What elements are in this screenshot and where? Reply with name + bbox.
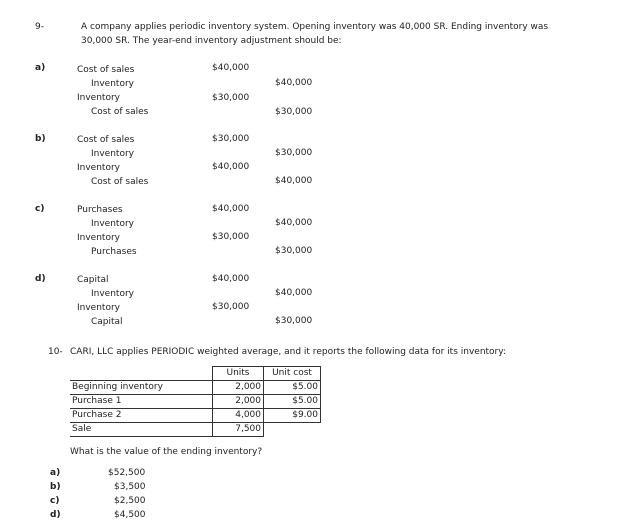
answer-letter: b): [50, 482, 61, 492]
question-9-text-line-2: 30,000 SR. The year-end inventory adjustment should be:: [81, 36, 342, 46]
entry-account: Inventory: [91, 289, 134, 299]
entry-account: Purchases: [77, 205, 123, 215]
question-10-text: CARI, LLC applies PERIODIC weighted average, and it reports the following data for its inventory:: [70, 347, 506, 357]
row-units: 4,000: [213, 409, 264, 423]
row-unit-cost: $9.00: [264, 409, 321, 423]
row-label: Sale: [70, 423, 213, 437]
entry-account: Inventory: [91, 219, 134, 229]
entry-account: Inventory: [77, 163, 120, 173]
question-9-number: 9-: [35, 22, 44, 32]
question-10-number: 10-: [48, 347, 63, 357]
table-row: [70, 423, 321, 437]
entry-account: Inventory: [77, 303, 120, 313]
table-header-row: [70, 367, 321, 381]
answer-value: $4,500: [114, 510, 146, 520]
entry-account: Inventory: [91, 79, 134, 89]
entry-credit: $30,000: [275, 246, 313, 256]
row-units: 7,500: [213, 423, 264, 437]
entry-debit: $30,000: [212, 232, 250, 242]
entry-account: Capital: [77, 275, 109, 285]
option-letter: d): [35, 274, 46, 284]
entry-account: Inventory: [77, 93, 120, 103]
answer-letter: d): [50, 510, 61, 520]
table-row: [70, 395, 321, 409]
entry-credit: $40,000: [275, 176, 313, 186]
option-letter: c): [35, 204, 45, 214]
entry-account: Cost of sales: [77, 65, 135, 75]
entry-account: Cost of sales: [77, 135, 135, 145]
answer-value: $2,500: [114, 496, 146, 506]
table-row: [70, 409, 321, 423]
table-header-empty: [70, 367, 213, 381]
entry-credit: $40,000: [275, 288, 313, 298]
option-letter: b): [35, 134, 46, 144]
option-letter: a): [35, 63, 46, 73]
inventory-data-table: [70, 366, 321, 437]
entry-credit: $30,000: [275, 107, 313, 117]
entry-account: Cost of sales: [91, 177, 149, 187]
entry-credit: $30,000: [275, 148, 313, 158]
row-unit-cost: $5.00: [264, 381, 321, 395]
answer-letter: c): [50, 496, 60, 506]
row-label: Beginning inventory: [70, 381, 213, 395]
row-unit-cost: [264, 423, 321, 437]
entry-account: Capital: [91, 317, 123, 327]
entry-account: Inventory: [77, 233, 120, 243]
row-label: Purchase 2: [70, 409, 213, 423]
question-9-text-line-1: A company applies periodic inventory system. Opening inventory was 40,000 SR. Ending inventory was: [81, 22, 549, 32]
table-row: [70, 381, 321, 395]
entry-credit: $30,000: [275, 316, 313, 326]
answer-value: $3,500: [114, 482, 146, 492]
entry-credit: $40,000: [275, 78, 313, 88]
entry-debit: $30,000: [212, 302, 250, 312]
unit-cost-column-header: Unit cost: [264, 367, 321, 381]
entry-account: Purchases: [91, 247, 137, 257]
entry-debit: $30,000: [212, 134, 250, 144]
row-units: 2,000: [213, 395, 264, 409]
row-label: Purchase 1: [70, 395, 213, 409]
answer-value: $52,500: [108, 468, 146, 478]
answer-letter: a): [50, 468, 61, 478]
entry-debit: $30,000: [212, 93, 250, 103]
entry-account: Cost of sales: [91, 107, 149, 117]
entry-debit: $40,000: [212, 204, 250, 214]
row-units: 2,000: [213, 381, 264, 395]
entry-debit: $40,000: [212, 274, 250, 284]
entry-debit: $40,000: [212, 63, 250, 73]
entry-credit: $40,000: [275, 218, 313, 228]
entry-account: Inventory: [91, 149, 134, 159]
row-unit-cost: $5.00: [264, 395, 321, 409]
question-10-prompt: What is the value of the ending inventory?: [70, 447, 263, 457]
units-column-header: Units: [213, 367, 264, 381]
entry-debit: $40,000: [212, 162, 250, 172]
